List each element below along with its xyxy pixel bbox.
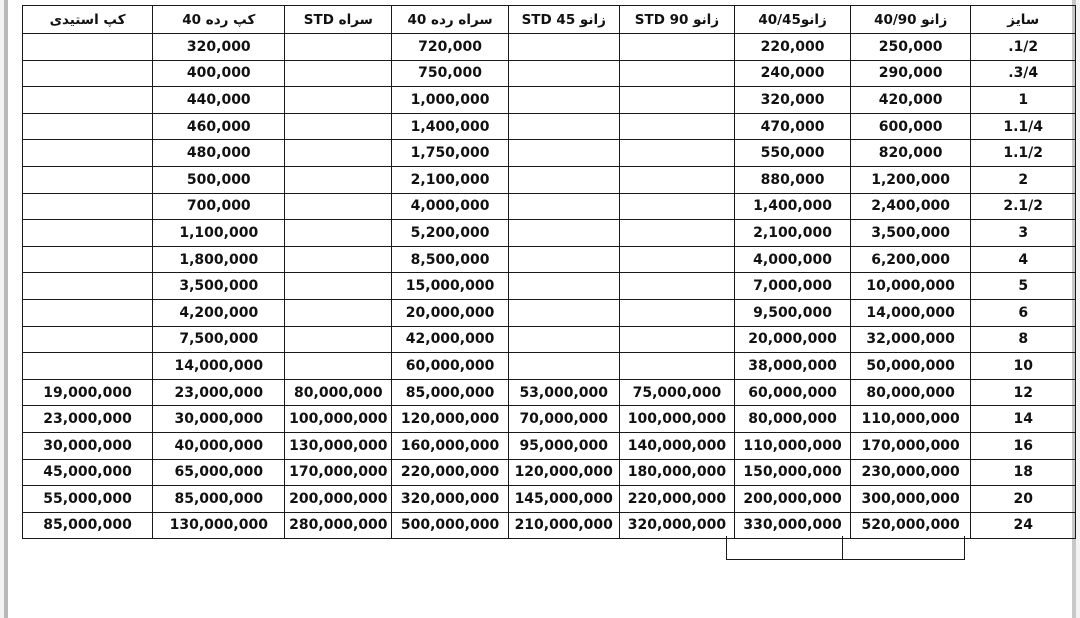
price-cell [508,246,619,273]
price-cell: 3,500,000 [850,220,971,247]
price-cell: 480,000 [153,140,285,167]
table-row [23,406,1076,433]
price-cell [508,34,619,61]
size-cell: 14 [971,406,1076,433]
price-cell: 520,000,000 [850,512,971,539]
price-cell: 23,000,000 [153,379,285,406]
size-cell: 24 [971,512,1076,539]
price-cell [285,326,392,353]
price-cell [619,273,735,300]
price-cell: 30,000,000 [153,406,285,433]
price-cell [619,326,735,353]
price-cell: 320,000,000 [619,512,735,539]
price-cell: 20,000,000 [392,299,509,326]
table-row [23,246,1076,273]
price-cell [619,60,735,87]
table-row [23,353,1076,380]
size-cell: 1.1/2 [971,140,1076,167]
price-cell [23,353,153,380]
table-row [23,273,1076,300]
price-cell: 14,000,000 [153,353,285,380]
price-cell: 320,000 [153,34,285,61]
price-cell: 50,000,000 [850,353,971,380]
size-cell: 12 [971,379,1076,406]
price-cell [285,87,392,114]
price-cell: 180,000,000 [619,459,735,486]
price-cell: 32,000,000 [850,326,971,353]
price-cell: 4,000,000 [735,246,851,273]
price-cell: 14,000,000 [850,299,971,326]
price-cell [508,193,619,220]
size-cell: 3 [971,220,1076,247]
price-cell: 320,000 [735,87,851,114]
price-cell: 400,000 [153,60,285,87]
size-cell: 2 [971,166,1076,193]
price-cell: 120,000,000 [508,459,619,486]
sheet-left-edge [4,0,8,618]
price-cell: 460,000 [153,113,285,140]
price-cell: 200,000,000 [285,486,392,513]
price-cell [508,87,619,114]
price-cell [508,353,619,380]
size-cell: 1 [971,87,1076,114]
table-row [23,193,1076,220]
price-cell [285,166,392,193]
price-cell [285,299,392,326]
size-cell: 16 [971,432,1076,459]
price-cell [285,353,392,380]
price-cell: 4,200,000 [153,299,285,326]
price-cell [619,166,735,193]
price-cell: 110,000,000 [850,406,971,433]
price-cell: 80,000,000 [735,406,851,433]
price-cell: 100,000,000 [619,406,735,433]
size-cell: 18 [971,459,1076,486]
price-cell [23,166,153,193]
size-cell: 2.1/2 [971,193,1076,220]
column-header: کپ رده 40 [153,6,285,34]
price-cell: 750,000 [392,60,509,87]
price-cell [508,220,619,247]
price-cell: 290,000 [850,60,971,87]
price-cell [508,113,619,140]
price-cell: 130,000,000 [153,512,285,539]
price-cell [619,113,735,140]
price-cell: 8,500,000 [392,246,509,273]
price-cell: 170,000,000 [850,432,971,459]
price-cell: 30,000,000 [23,432,153,459]
price-cell: 500,000 [153,166,285,193]
price-cell: 10,000,000 [850,273,971,300]
price-cell: 4,000,000 [392,193,509,220]
column-header: زانو 45 STD [508,6,619,34]
column-header: زانو 90 STD [619,6,735,34]
price-cell [285,246,392,273]
price-cell: 38,000,000 [735,353,851,380]
price-cell: 80,000,000 [850,379,971,406]
price-cell: 170,000,000 [285,459,392,486]
table-row [23,34,1076,61]
price-cell: 9,500,000 [735,299,851,326]
price-cell [23,34,153,61]
price-cell: 7,000,000 [735,273,851,300]
price-cell [508,299,619,326]
price-cell [23,326,153,353]
table-row [23,379,1076,406]
price-cell: 40,000,000 [153,432,285,459]
table-row [23,220,1076,247]
price-cell: 440,000 [153,87,285,114]
price-cell: 500,000,000 [392,512,509,539]
table-row [23,60,1076,87]
price-cell: 300,000,000 [850,486,971,513]
price-cell: 240,000 [735,60,851,87]
price-cell [23,193,153,220]
price-cell: 23,000,000 [23,406,153,433]
price-cell: 820,000 [850,140,971,167]
column-header: سراه STD [285,6,392,34]
table-row [23,486,1076,513]
price-cell: 250,000 [850,34,971,61]
size-cell: 1/2. [971,34,1076,61]
price-cell: 420,000 [850,87,971,114]
price-cell: 42,000,000 [392,326,509,353]
price-cell: 1,100,000 [153,220,285,247]
price-cell: 220,000,000 [392,459,509,486]
price-cell [619,353,735,380]
price-cell: 60,000,000 [392,353,509,380]
column-header: سایز [971,6,1076,34]
price-cell [508,140,619,167]
price-cell: 19,000,000 [23,379,153,406]
table-extra-cell-zanu-90 [842,536,965,560]
price-cell: 1,400,000 [392,113,509,140]
price-cell: 700,000 [153,193,285,220]
price-cell: 210,000,000 [508,512,619,539]
price-cell [23,87,153,114]
price-cell: 280,000,000 [285,512,392,539]
price-cell [508,166,619,193]
price-cell: 220,000,000 [619,486,735,513]
price-cell: 85,000,000 [153,486,285,513]
price-cell: 85,000,000 [23,512,153,539]
table-extra-cell-zanu-45 [726,536,843,560]
price-cell [619,220,735,247]
price-cell: 550,000 [735,140,851,167]
price-cell [285,140,392,167]
column-header: زانو 40/90 [850,6,971,34]
size-cell: 8 [971,326,1076,353]
price-cell [619,140,735,167]
table-row [23,140,1076,167]
price-cell [285,113,392,140]
price-cell: 1,000,000 [392,87,509,114]
price-cell: 470,000 [735,113,851,140]
price-cell: 65,000,000 [153,459,285,486]
price-cell [23,140,153,167]
price-cell [619,87,735,114]
table-row [23,326,1076,353]
price-cell: 230,000,000 [850,459,971,486]
price-cell: 130,000,000 [285,432,392,459]
table-row [23,113,1076,140]
price-cell [23,220,153,247]
price-cell: 80,000,000 [285,379,392,406]
size-cell: 6 [971,299,1076,326]
table-row [23,512,1076,539]
price-cell: 1,400,000 [735,193,851,220]
price-cell [508,273,619,300]
price-cell [285,273,392,300]
price-cell: 85,000,000 [392,379,509,406]
price-cell: 2,100,000 [735,220,851,247]
price-cell: 55,000,000 [23,486,153,513]
table-row [23,432,1076,459]
table-row [23,459,1076,486]
price-cell [619,34,735,61]
price-cell: 320,000,000 [392,486,509,513]
price-cell: 145,000,000 [508,486,619,513]
size-cell: 1.1/4 [971,113,1076,140]
price-cell: 45,000,000 [23,459,153,486]
price-cell [619,299,735,326]
size-cell: 5 [971,273,1076,300]
price-cell [23,246,153,273]
price-cell: 7,500,000 [153,326,285,353]
price-cell [23,273,153,300]
price-cell: 95,000,000 [508,432,619,459]
price-cell: 5,200,000 [392,220,509,247]
document-sheet [4,0,1076,618]
price-cell: 1,800,000 [153,246,285,273]
price-cell: 120,000,000 [392,406,509,433]
size-cell: 20 [971,486,1076,513]
table-row [23,166,1076,193]
size-cell: 10 [971,353,1076,380]
price-cell [285,60,392,87]
price-cell: 2,100,000 [392,166,509,193]
price-cell: 70,000,000 [508,406,619,433]
price-cell: 15,000,000 [392,273,509,300]
header-row [23,6,1076,34]
price-cell: 220,000 [735,34,851,61]
price-cell: 140,000,000 [619,432,735,459]
price-cell [285,34,392,61]
price-cell [285,220,392,247]
price-table [22,5,1076,539]
price-cell: 1,200,000 [850,166,971,193]
table-row [23,87,1076,114]
column-header: سراه رده 40 [392,6,509,34]
size-cell: 3/4. [971,60,1076,87]
price-cell [23,113,153,140]
price-cell [619,193,735,220]
price-cell: 100,000,000 [285,406,392,433]
column-header: کپ استیدی [23,6,153,34]
price-cell: 200,000,000 [735,486,851,513]
price-cell: 1,750,000 [392,140,509,167]
price-cell: 330,000,000 [735,512,851,539]
price-cell [285,193,392,220]
price-cell: 720,000 [392,34,509,61]
table-row [23,299,1076,326]
price-cell: 110,000,000 [735,432,851,459]
price-cell [508,326,619,353]
size-cell: 4 [971,246,1076,273]
price-cell: 2,400,000 [850,193,971,220]
table-header [23,6,1076,34]
price-cell: 150,000,000 [735,459,851,486]
price-cell: 3,500,000 [153,273,285,300]
column-header: زانو40/45 [735,6,851,34]
price-cell: 160,000,000 [392,432,509,459]
price-cell [23,60,153,87]
table-body [23,34,1076,539]
price-cell: 75,000,000 [619,379,735,406]
price-cell: 53,000,000 [508,379,619,406]
price-cell [619,246,735,273]
price-cell [508,60,619,87]
price-cell: 20,000,000 [735,326,851,353]
price-cell [23,299,153,326]
price-cell: 600,000 [850,113,971,140]
price-cell: 60,000,000 [735,379,851,406]
price-cell: 6,200,000 [850,246,971,273]
price-cell: 880,000 [735,166,851,193]
